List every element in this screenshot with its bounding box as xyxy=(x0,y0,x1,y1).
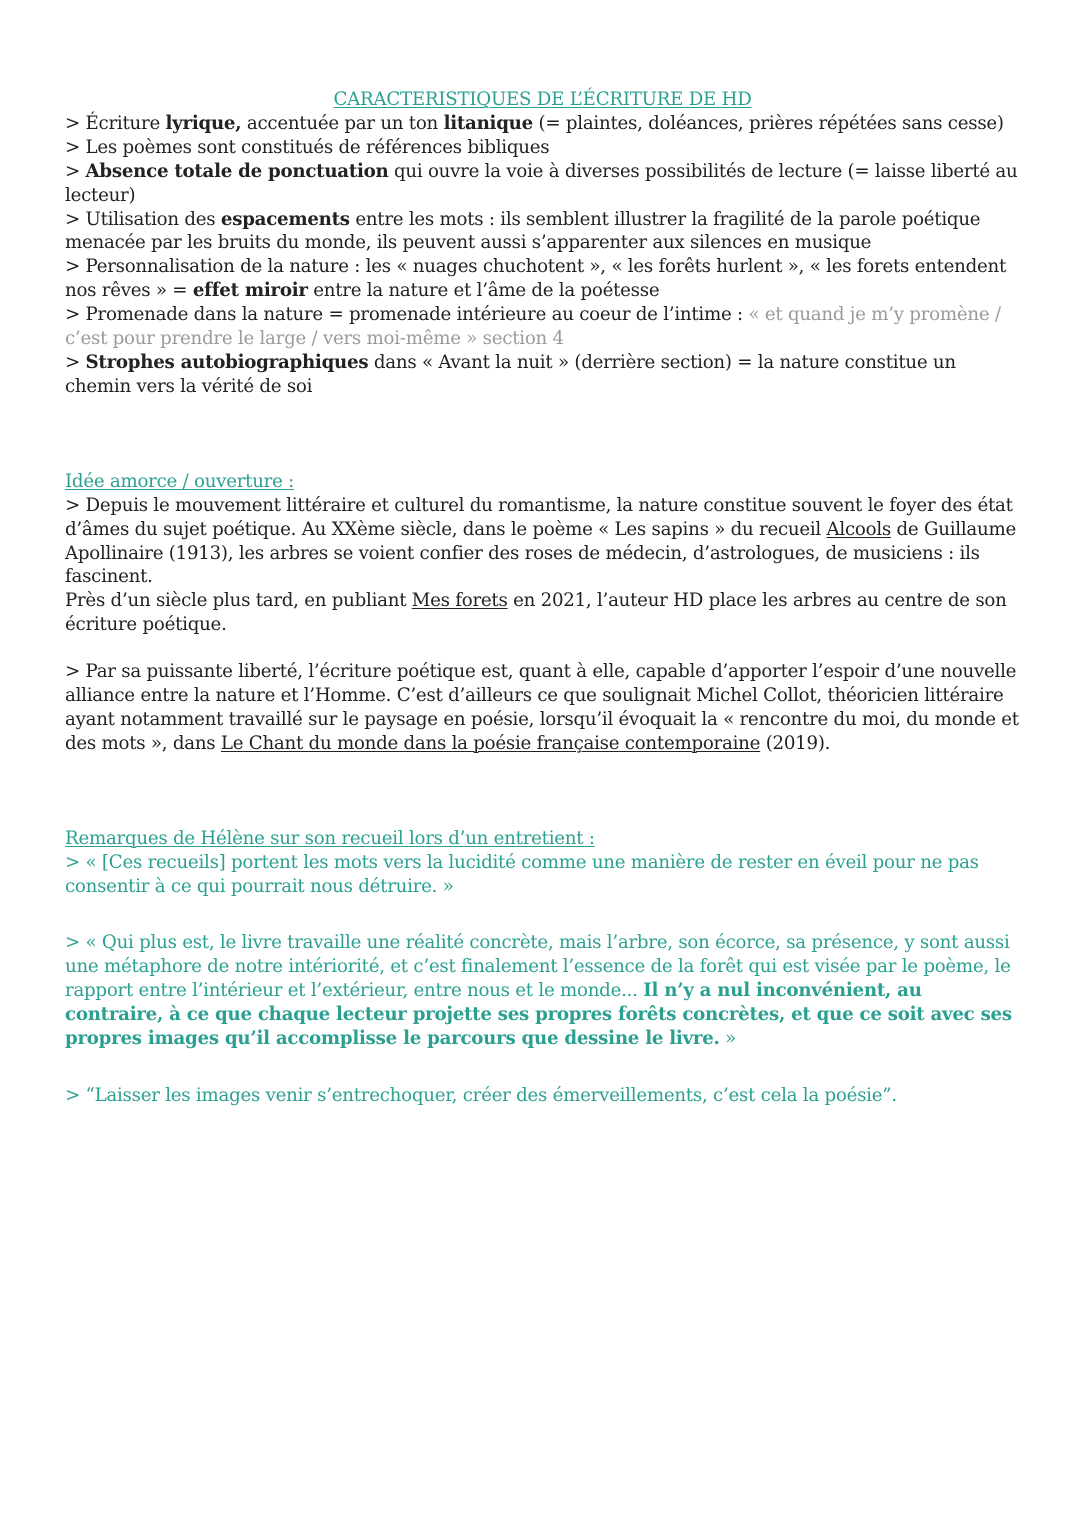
text-span: accentuée par un ton xyxy=(241,112,444,134)
paragraph-mes-forets xyxy=(65,589,1020,637)
text-span: en 2021, l’auteur HD place les arbres au centre de son écriture poétique. xyxy=(65,590,1007,636)
bold-span: espacements xyxy=(220,208,350,230)
text-span: > Utilisation des xyxy=(65,208,221,230)
bullet-promenade xyxy=(65,303,1020,351)
text-span: dans « Avant la nuit » (derrière section) = la nature constitue un chemin vers la vérité de soi xyxy=(65,351,956,397)
paragraph-collot xyxy=(65,660,1020,756)
bold-span: effet miroir xyxy=(192,280,308,302)
text-span: (= plaintes, doléances, prières répétées sans cesse) xyxy=(532,112,1004,134)
bullet-lyrique xyxy=(65,112,1020,136)
bold-span: Strophes autobiographiques xyxy=(85,351,369,373)
section-title: CARACTERISTIQUES DE L’ÉCRITURE DE HD xyxy=(333,89,752,110)
text-span: > Par sa puissante liberté, l’écriture poétique est, quant à elle, capable d’apporter l’espoir d’une nouvelle alliance entre la nature et l’Homme. C’est d’ailleurs ce que soulignait Michel Collot, théoricien littéraire ayant notamment travaillé sur le paysage en poésie, lorsqu’il évoquait la « rencontre du moi, du monde et des mots », dans xyxy=(65,661,1019,754)
paragraph-romantisme xyxy=(65,494,1020,590)
spacer xyxy=(65,756,1020,827)
bullet-ponctuation xyxy=(65,160,1020,208)
text-span: > xyxy=(65,160,86,182)
spacer xyxy=(65,399,1020,470)
book-title-mes-forets: Mes forets xyxy=(411,590,508,612)
text-span: > xyxy=(65,351,86,373)
bullet-references-bibliques: > Les poèmes sont constitués de références bibliques xyxy=(65,136,550,158)
text-span: > Écriture xyxy=(65,112,166,134)
text-span: Près d’un siècle plus tard, en publiant xyxy=(65,590,412,612)
text-span: » xyxy=(719,1028,737,1050)
text-span: entre les mots : ils semblent illustrer la fragilité de la parole poétique menacée par les bruits du monde, ils peuvent aussi s’apparenter aux silences en musique xyxy=(65,208,981,254)
text-span: qui ouvre la voie à diverses possibilités de lecture (= laisse liberté au lecteur) xyxy=(65,160,1018,206)
text-span: de Guillaume Apollinaire (1913), les arbres se voient confier des roses de médecin, d’astrologues, de musiciens : ils fascinent. xyxy=(65,518,1016,588)
quote-poesie: > “Laisser les images venir s’entrechoquer, créer des émerveillements, c’est cela la poésie”. xyxy=(65,1085,897,1106)
section-heading-remarques: Remarques de Hélène sur son recueil lors d’un entretient : xyxy=(65,827,595,849)
text-span: entre la nature et l’âme de la poétesse xyxy=(307,280,660,302)
bullet-strophes xyxy=(65,351,1020,399)
bold-span: litanique xyxy=(443,112,533,134)
spacer xyxy=(65,637,1020,660)
quote-span: « et quand je m’y promène / c’est pour prendre le large / vers moi-même » section 4 xyxy=(65,304,1001,350)
bold-span: Il n’y a nul inconvénient, au contraire, à ce que chaque lecteur projette ses propres forêts concrètes, et que ce soit avec ses propres images qu’il accomplisse le parcours que dessine le livre. xyxy=(65,980,1012,1050)
bullet-personnalisation xyxy=(65,255,1020,303)
spacer xyxy=(65,1051,1020,1084)
bold-span: Absence totale de ponctuation xyxy=(85,160,389,182)
quote-realite-concrete xyxy=(65,931,1020,1051)
book-title-alcools: Alcools xyxy=(826,518,891,540)
spacer xyxy=(65,898,1020,931)
text-span: > Personnalisation de la nature : les « nuages chuchotent », « les forêts hurlent », « les forets entendent nos rêves » = xyxy=(65,256,1007,302)
book-title-chant-du-monde: Le Chant du monde dans la poésie française contemporaine xyxy=(220,732,761,754)
text-span: (2019). xyxy=(760,732,831,754)
text-span: > Promenade dans la nature = promenade intérieure au coeur de l’intime : xyxy=(65,304,749,326)
text-span: > « Qui plus est, le livre travaille une réalité concrète, mais l’arbre, son écorce, sa présence, y sont aussi une métaphore de notre intériorité, et c’est finalement l’essence de la forêt qui est visée par le poème, le rapport entre l’intérieur et l’extérieur, entre nous et le monde... xyxy=(65,932,1011,1002)
text-span: > Depuis le mouvement littéraire et culturel du romantisme, la nature constitue souvent le foyer des état d’âmes du sujet poétique. Au XXème siècle, dans le poème « Les sapins » du recueil xyxy=(65,494,1013,540)
bold-span: lyrique, xyxy=(165,112,242,134)
bullet-espacements xyxy=(65,208,1020,256)
section-heading-amorce: Idée amorce / ouverture : xyxy=(65,470,295,492)
quote-lucidite: > « [Ces recueils] portent les mots vers la lucidité comme une manière de rester en éveil pour ne pas consentir à ce qui pourrait nous détruire. » xyxy=(65,851,979,897)
